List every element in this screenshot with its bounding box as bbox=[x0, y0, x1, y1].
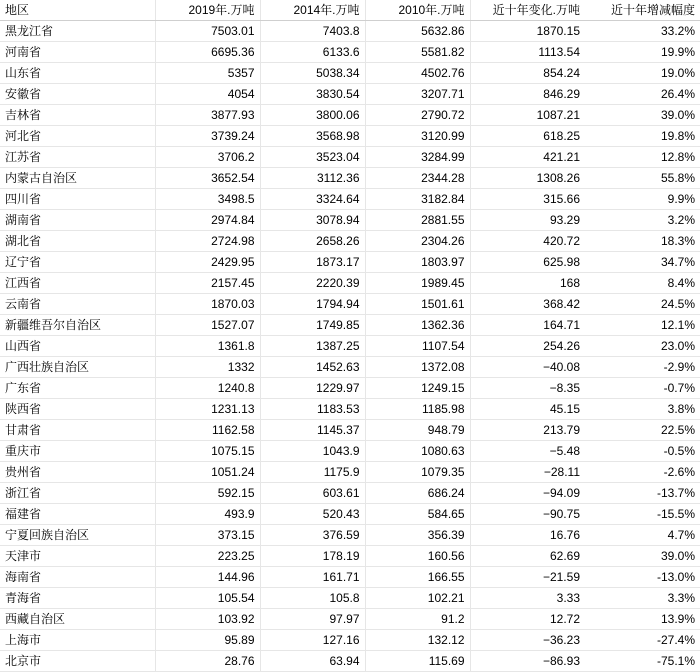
cell-2019: 144.96 bbox=[155, 567, 260, 588]
cell-2010: 948.79 bbox=[365, 420, 470, 441]
cell-change: 213.79 bbox=[470, 420, 585, 441]
cell-2019: 1361.8 bbox=[155, 336, 260, 357]
cell-2010: 3207.71 bbox=[365, 84, 470, 105]
cell-2019: 95.89 bbox=[155, 630, 260, 651]
cell-region: 云南省 bbox=[0, 294, 155, 315]
cell-region: 江苏省 bbox=[0, 147, 155, 168]
cell-region: 甘肃省 bbox=[0, 420, 155, 441]
cell-2014: 3078.94 bbox=[260, 210, 365, 231]
cell-2014: 97.97 bbox=[260, 609, 365, 630]
cell-2014: 520.43 bbox=[260, 504, 365, 525]
table-body bbox=[0, 21, 700, 672]
column-header-2010: 2010年.万吨 bbox=[365, 0, 470, 21]
cell-region: 重庆市 bbox=[0, 441, 155, 462]
table-row bbox=[0, 336, 700, 357]
cell-2019: 7503.01 bbox=[155, 21, 260, 42]
cell-2010: 1803.97 bbox=[365, 252, 470, 273]
cell-percent: -2.6% bbox=[585, 462, 700, 483]
cell-2010: 1989.45 bbox=[365, 273, 470, 294]
cell-2019: 3877.93 bbox=[155, 105, 260, 126]
table-row bbox=[0, 357, 700, 378]
table-row bbox=[0, 441, 700, 462]
cell-percent: -0.7% bbox=[585, 378, 700, 399]
cell-percent: 8.4% bbox=[585, 273, 700, 294]
cell-2014: 7403.8 bbox=[260, 21, 365, 42]
cell-change: 1870.15 bbox=[470, 21, 585, 42]
cell-2010: 166.55 bbox=[365, 567, 470, 588]
cell-2014: 63.94 bbox=[260, 651, 365, 672]
cell-2014: 2220.39 bbox=[260, 273, 365, 294]
cell-region: 福建省 bbox=[0, 504, 155, 525]
cell-percent: -27.4% bbox=[585, 630, 700, 651]
cell-2019: 1240.8 bbox=[155, 378, 260, 399]
cell-2019: 1527.07 bbox=[155, 315, 260, 336]
cell-change: −94.09 bbox=[470, 483, 585, 504]
cell-2010: 1249.15 bbox=[365, 378, 470, 399]
cell-2019: 2974.84 bbox=[155, 210, 260, 231]
cell-region: 广东省 bbox=[0, 378, 155, 399]
cell-percent: 26.4% bbox=[585, 84, 700, 105]
cell-2019: 373.15 bbox=[155, 525, 260, 546]
cell-change: 618.25 bbox=[470, 126, 585, 147]
column-header-change: 近十年变化.万吨 bbox=[470, 0, 585, 21]
cell-2014: 1229.97 bbox=[260, 378, 365, 399]
cell-2019: 1231.13 bbox=[155, 399, 260, 420]
table-row bbox=[0, 546, 700, 567]
cell-2014: 127.16 bbox=[260, 630, 365, 651]
cell-percent: 39.0% bbox=[585, 546, 700, 567]
cell-2010: 2790.72 bbox=[365, 105, 470, 126]
cell-change: 854.24 bbox=[470, 63, 585, 84]
cell-2014: 603.61 bbox=[260, 483, 365, 504]
cell-region: 吉林省 bbox=[0, 105, 155, 126]
table-row bbox=[0, 462, 700, 483]
cell-2014: 1175.9 bbox=[260, 462, 365, 483]
cell-percent: -75.1% bbox=[585, 651, 700, 672]
cell-2010: 115.69 bbox=[365, 651, 470, 672]
cell-change: 3.33 bbox=[470, 588, 585, 609]
cell-2010: 3120.99 bbox=[365, 126, 470, 147]
cell-2014: 1452.63 bbox=[260, 357, 365, 378]
cell-2014: 3324.64 bbox=[260, 189, 365, 210]
cell-2019: 3498.5 bbox=[155, 189, 260, 210]
cell-2010: 2304.26 bbox=[365, 231, 470, 252]
cell-2010: 91.2 bbox=[365, 609, 470, 630]
cell-2010: 5581.82 bbox=[365, 42, 470, 63]
cell-2014: 161.71 bbox=[260, 567, 365, 588]
cell-change: −40.08 bbox=[470, 357, 585, 378]
table-row bbox=[0, 189, 700, 210]
cell-2014: 1873.17 bbox=[260, 252, 365, 273]
cell-2014: 1794.94 bbox=[260, 294, 365, 315]
cell-percent: -0.5% bbox=[585, 441, 700, 462]
cell-change: 625.98 bbox=[470, 252, 585, 273]
cell-change: 12.72 bbox=[470, 609, 585, 630]
cell-region: 新疆维吾尔自治区 bbox=[0, 315, 155, 336]
cell-2014: 3112.36 bbox=[260, 168, 365, 189]
cell-region: 青海省 bbox=[0, 588, 155, 609]
cell-region: 上海市 bbox=[0, 630, 155, 651]
table-row bbox=[0, 525, 700, 546]
cell-change: 368.42 bbox=[470, 294, 585, 315]
table-row bbox=[0, 378, 700, 399]
cell-percent: 23.0% bbox=[585, 336, 700, 357]
table-row bbox=[0, 210, 700, 231]
table-row bbox=[0, 651, 700, 672]
cell-percent: 55.8% bbox=[585, 168, 700, 189]
cell-region: 山西省 bbox=[0, 336, 155, 357]
column-header-2019: 2019年.万吨 bbox=[155, 0, 260, 21]
cell-2019: 3706.2 bbox=[155, 147, 260, 168]
cell-2019: 1332 bbox=[155, 357, 260, 378]
cell-region: 广西壮族自治区 bbox=[0, 357, 155, 378]
cell-change: −5.48 bbox=[470, 441, 585, 462]
cell-2019: 493.9 bbox=[155, 504, 260, 525]
cell-2019: 2724.98 bbox=[155, 231, 260, 252]
cell-percent: -15.5% bbox=[585, 504, 700, 525]
cell-percent: 39.0% bbox=[585, 105, 700, 126]
cell-region: 天津市 bbox=[0, 546, 155, 567]
cell-2014: 3830.54 bbox=[260, 84, 365, 105]
cell-2014: 3568.98 bbox=[260, 126, 365, 147]
table-row bbox=[0, 315, 700, 336]
cell-2010: 356.39 bbox=[365, 525, 470, 546]
cell-2019: 2157.45 bbox=[155, 273, 260, 294]
table-row bbox=[0, 21, 700, 42]
cell-percent: 4.7% bbox=[585, 525, 700, 546]
cell-percent: 9.9% bbox=[585, 189, 700, 210]
cell-percent: -2.9% bbox=[585, 357, 700, 378]
cell-2010: 2881.55 bbox=[365, 210, 470, 231]
cell-2019: 6695.36 bbox=[155, 42, 260, 63]
cell-2010: 1185.98 bbox=[365, 399, 470, 420]
cell-2014: 1749.85 bbox=[260, 315, 365, 336]
cell-region: 四川省 bbox=[0, 189, 155, 210]
cell-change: 254.26 bbox=[470, 336, 585, 357]
cell-2019: 2429.95 bbox=[155, 252, 260, 273]
cell-percent: 19.9% bbox=[585, 42, 700, 63]
cell-2010: 1501.61 bbox=[365, 294, 470, 315]
cell-change: 315.66 bbox=[470, 189, 585, 210]
cell-change: 420.72 bbox=[470, 231, 585, 252]
cell-2019: 5357 bbox=[155, 63, 260, 84]
cell-change: 421.21 bbox=[470, 147, 585, 168]
cell-2014: 105.8 bbox=[260, 588, 365, 609]
cell-2010: 1080.63 bbox=[365, 441, 470, 462]
cell-change: 1308.26 bbox=[470, 168, 585, 189]
cell-change: −21.59 bbox=[470, 567, 585, 588]
cell-2010: 1079.35 bbox=[365, 462, 470, 483]
table-row bbox=[0, 420, 700, 441]
cell-2010: 102.21 bbox=[365, 588, 470, 609]
cell-2010: 132.12 bbox=[365, 630, 470, 651]
cell-2014: 376.59 bbox=[260, 525, 365, 546]
table-row bbox=[0, 399, 700, 420]
cell-2019: 3652.54 bbox=[155, 168, 260, 189]
cell-change: 168 bbox=[470, 273, 585, 294]
column-header-2014: 2014年.万吨 bbox=[260, 0, 365, 21]
table-row bbox=[0, 147, 700, 168]
table-header-row bbox=[0, 0, 700, 21]
table-row bbox=[0, 483, 700, 504]
cell-change: −28.11 bbox=[470, 462, 585, 483]
cell-2014: 3523.04 bbox=[260, 147, 365, 168]
column-header-region: 地区 bbox=[0, 0, 155, 21]
cell-change: −36.23 bbox=[470, 630, 585, 651]
cell-percent: 13.9% bbox=[585, 609, 700, 630]
cell-region: 内蒙古自治区 bbox=[0, 168, 155, 189]
cell-change: 93.29 bbox=[470, 210, 585, 231]
cell-percent: -13.7% bbox=[585, 483, 700, 504]
cell-2019: 4054 bbox=[155, 84, 260, 105]
cell-region: 安徽省 bbox=[0, 84, 155, 105]
table-row bbox=[0, 504, 700, 525]
cell-change: 846.29 bbox=[470, 84, 585, 105]
table-row bbox=[0, 294, 700, 315]
table-row bbox=[0, 567, 700, 588]
cell-2010: 1362.36 bbox=[365, 315, 470, 336]
table-row bbox=[0, 42, 700, 63]
table-row bbox=[0, 105, 700, 126]
cell-percent: 18.3% bbox=[585, 231, 700, 252]
cell-region: 河南省 bbox=[0, 42, 155, 63]
cell-2014: 6133.6 bbox=[260, 42, 365, 63]
cell-2010: 3284.99 bbox=[365, 147, 470, 168]
cell-region: 陕西省 bbox=[0, 399, 155, 420]
cell-2019: 223.25 bbox=[155, 546, 260, 567]
cell-region: 北京市 bbox=[0, 651, 155, 672]
cell-2019: 1870.03 bbox=[155, 294, 260, 315]
cell-2019: 3739.24 bbox=[155, 126, 260, 147]
cell-region: 湖北省 bbox=[0, 231, 155, 252]
table-row bbox=[0, 609, 700, 630]
cell-change: 45.15 bbox=[470, 399, 585, 420]
cell-region: 宁夏回族自治区 bbox=[0, 525, 155, 546]
column-header-percent: 近十年增减幅度 bbox=[585, 0, 700, 21]
cell-change: 62.69 bbox=[470, 546, 585, 567]
cell-2010: 4502.76 bbox=[365, 63, 470, 84]
table-row bbox=[0, 168, 700, 189]
cell-percent: 3.2% bbox=[585, 210, 700, 231]
cell-2014: 5038.34 bbox=[260, 63, 365, 84]
table-row bbox=[0, 273, 700, 294]
cell-2019: 1075.15 bbox=[155, 441, 260, 462]
cell-region: 海南省 bbox=[0, 567, 155, 588]
cell-region: 贵州省 bbox=[0, 462, 155, 483]
cell-region: 江西省 bbox=[0, 273, 155, 294]
cell-2010: 2344.28 bbox=[365, 168, 470, 189]
cell-region: 辽宁省 bbox=[0, 252, 155, 273]
cell-2014: 1183.53 bbox=[260, 399, 365, 420]
table-header bbox=[0, 0, 700, 21]
cell-2014: 178.19 bbox=[260, 546, 365, 567]
table-row bbox=[0, 588, 700, 609]
cell-percent: 33.2% bbox=[585, 21, 700, 42]
cell-2010: 5632.86 bbox=[365, 21, 470, 42]
cell-region: 浙江省 bbox=[0, 483, 155, 504]
cell-2010: 584.65 bbox=[365, 504, 470, 525]
cell-region: 西藏自治区 bbox=[0, 609, 155, 630]
cell-percent: -13.0% bbox=[585, 567, 700, 588]
cell-2014: 1387.25 bbox=[260, 336, 365, 357]
cell-percent: 19.0% bbox=[585, 63, 700, 84]
table-row bbox=[0, 126, 700, 147]
cell-2010: 3182.84 bbox=[365, 189, 470, 210]
cell-percent: 12.8% bbox=[585, 147, 700, 168]
cell-2014: 3800.06 bbox=[260, 105, 365, 126]
table-row bbox=[0, 231, 700, 252]
cell-2019: 103.92 bbox=[155, 609, 260, 630]
cell-2014: 1145.37 bbox=[260, 420, 365, 441]
cell-2010: 1372.08 bbox=[365, 357, 470, 378]
cell-2010: 160.56 bbox=[365, 546, 470, 567]
cell-percent: 24.5% bbox=[585, 294, 700, 315]
table-row bbox=[0, 84, 700, 105]
cell-2019: 28.76 bbox=[155, 651, 260, 672]
table-row bbox=[0, 63, 700, 84]
cell-change: 1113.54 bbox=[470, 42, 585, 63]
table-row bbox=[0, 630, 700, 651]
cell-change: 164.71 bbox=[470, 315, 585, 336]
cell-percent: 34.7% bbox=[585, 252, 700, 273]
table-row bbox=[0, 252, 700, 273]
cell-change: −86.93 bbox=[470, 651, 585, 672]
cell-region: 山东省 bbox=[0, 63, 155, 84]
cell-change: 1087.21 bbox=[470, 105, 585, 126]
cell-2019: 592.15 bbox=[155, 483, 260, 504]
cell-region: 河北省 bbox=[0, 126, 155, 147]
cell-2010: 686.24 bbox=[365, 483, 470, 504]
cell-percent: 3.8% bbox=[585, 399, 700, 420]
cell-change: −90.75 bbox=[470, 504, 585, 525]
cell-change: −8.35 bbox=[470, 378, 585, 399]
cell-2014: 2658.26 bbox=[260, 231, 365, 252]
cell-percent: 12.1% bbox=[585, 315, 700, 336]
cell-region: 黑龙江省 bbox=[0, 21, 155, 42]
cell-2019: 1162.58 bbox=[155, 420, 260, 441]
cell-percent: 19.8% bbox=[585, 126, 700, 147]
cell-2014: 1043.9 bbox=[260, 441, 365, 462]
cell-change: 16.76 bbox=[470, 525, 585, 546]
cell-percent: 22.5% bbox=[585, 420, 700, 441]
cell-2010: 1107.54 bbox=[365, 336, 470, 357]
cell-2019: 105.54 bbox=[155, 588, 260, 609]
cell-2019: 1051.24 bbox=[155, 462, 260, 483]
cell-percent: 3.3% bbox=[585, 588, 700, 609]
cell-region: 湖南省 bbox=[0, 210, 155, 231]
